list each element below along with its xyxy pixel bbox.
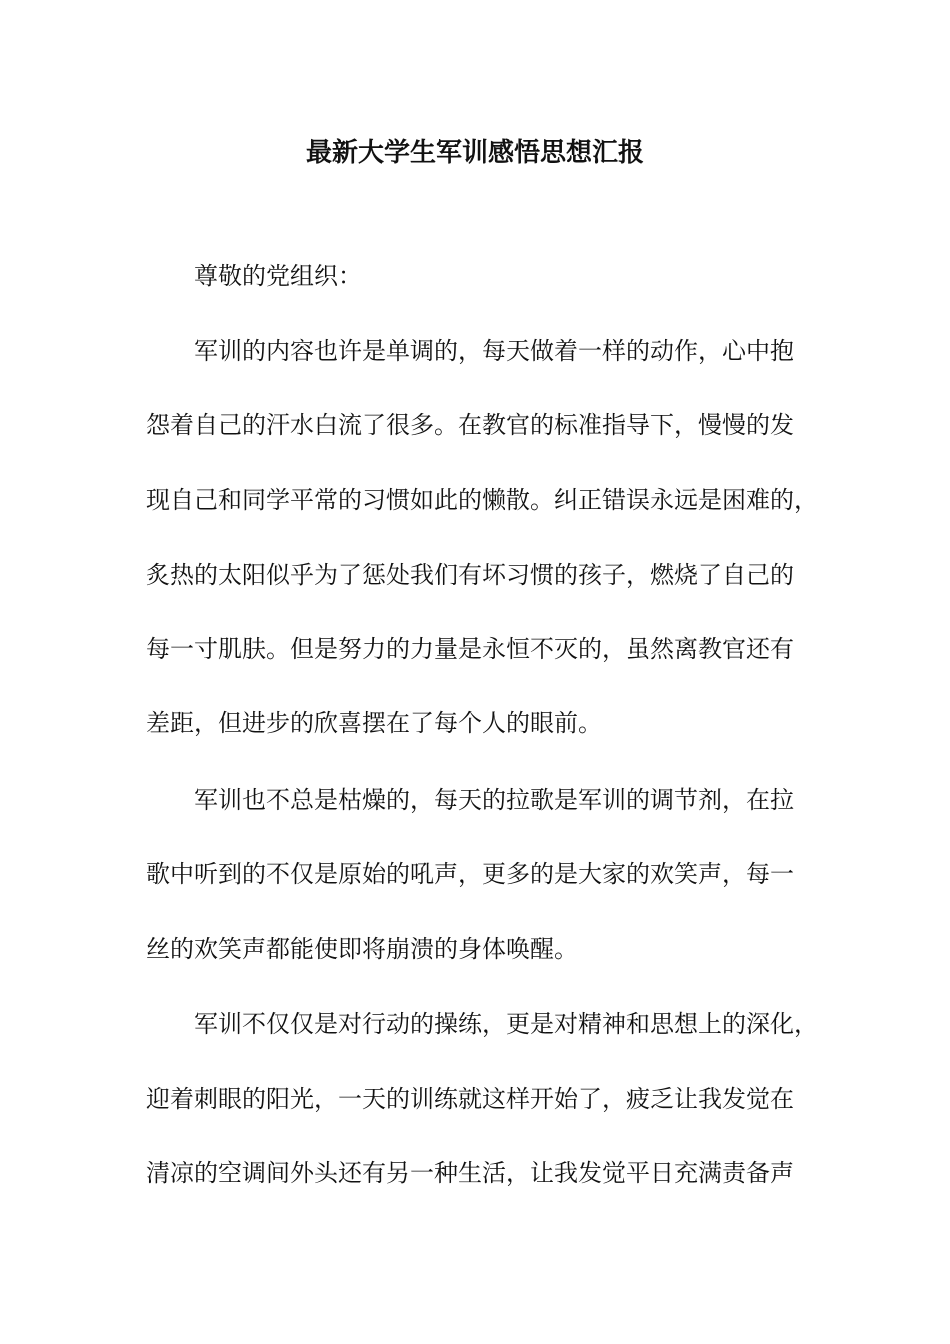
paragraph-line: 每一寸肌肤。但是努力的力量是永恒不灭的，虽然离教官还有 (146, 635, 794, 663)
paragraph-line: 清凉的空调间外头还有另一种生活，让我发觉平日充满责备声 (146, 1159, 794, 1187)
paragraph-line: 丝的欢笑声都能使即将崩溃的身体唤醒。 (146, 935, 578, 963)
document-title: 最新大学生军训感悟思想汇报 (305, 138, 644, 168)
paragraph-line: 炙热的太阳似乎为了惩处我们有坏习惯的孩子，燃烧了自己的 (146, 561, 794, 589)
salutation: 尊敬的党组织： (194, 262, 362, 290)
paragraph-line: 怨着自己的汗水白流了很多。在教官的标准指导下，慢慢的发 (146, 411, 794, 439)
paragraph-line: 差距，但进步的欣喜摆在了每个人的眼前。 (146, 709, 602, 737)
paragraph-line: 歌中听到的不仅是原始的吼声，更多的是大家的欢笑声，每一 (146, 860, 794, 888)
paragraph-line: 迎着刺眼的阳光，一天的训练就这样开始了，疲乏让我发觉在 (146, 1085, 794, 1113)
paragraph-line: 现自己和同学平常的习惯如此的懒散。纠正错误永远是困难的， (146, 486, 818, 514)
paragraph-line: 军训的内容也许是单调的，每天做着一样的动作，心中抱 (194, 337, 794, 365)
paragraph-line: 军训也不总是枯燥的，每天的拉歌是军训的调节剂，在拉 (194, 786, 794, 814)
paragraph-line: 军训不仅仅是对行动的操练，更是对精神和思想上的深化， (194, 1010, 818, 1038)
